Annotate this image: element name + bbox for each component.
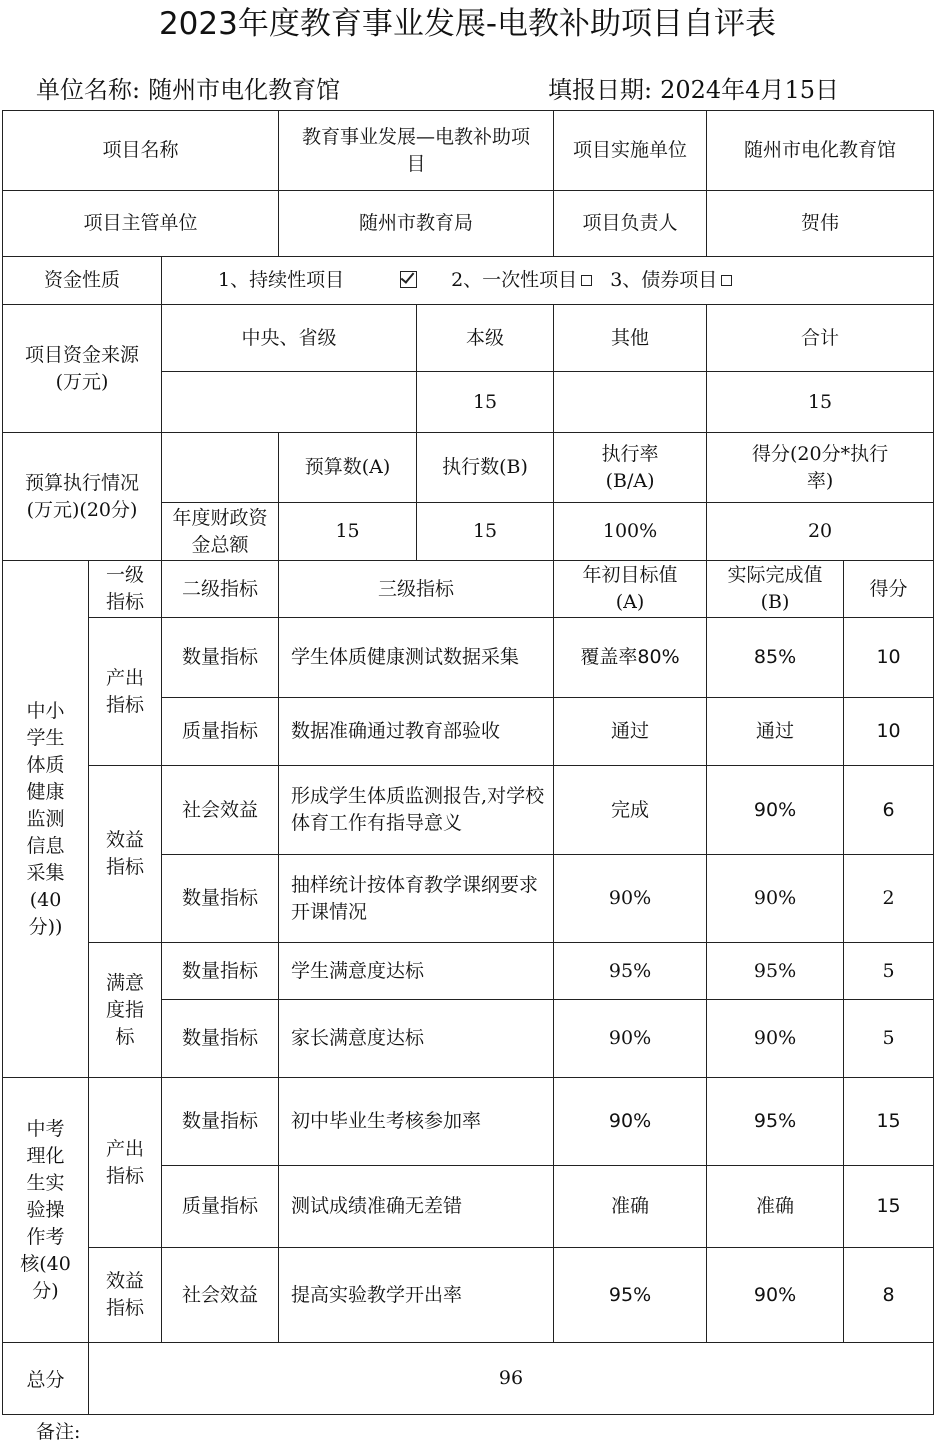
- fund-source-label: 项目资金来源(万元): [3, 305, 162, 433]
- score-cell: 15: [844, 1166, 934, 1248]
- table-row: [3, 943, 934, 1000]
- table-row: [3, 618, 934, 698]
- level3-cell: 数据准确通过教育部验收: [279, 698, 554, 766]
- target-cell: 95%: [554, 1248, 707, 1343]
- level3-cell: 提高实验教学开出率: [279, 1248, 554, 1343]
- fund-nature-options: [162, 257, 934, 305]
- target-cell: 覆盖率80%: [554, 618, 707, 698]
- category-satisfaction: 满意度指标: [89, 943, 162, 1078]
- exec-amount-header: 执行数(B): [417, 433, 554, 503]
- level2-cell: 数量指标: [162, 1078, 279, 1166]
- actual-cell: 90%: [707, 1000, 844, 1078]
- total-value: 96: [89, 1342, 934, 1415]
- project-name-label: 项目名称: [3, 111, 279, 191]
- indicator-header-row: [3, 561, 934, 618]
- table-row: [3, 766, 934, 855]
- indicator-group-2: 中考理化生实验操作考核(40分): [3, 1078, 89, 1343]
- category-benefit: 效益指标: [89, 766, 162, 943]
- level2-cell: 社会效益: [162, 1248, 279, 1343]
- level3-cell: 初中毕业生考核参加率: [279, 1078, 554, 1166]
- exec-rate-value: 100%: [554, 503, 707, 561]
- unit-value: 随州市电化教育馆: [148, 76, 341, 104]
- fund-source-other-value: [554, 372, 707, 433]
- unit-line: [36, 72, 340, 108]
- indicator-group-1: 中小学生体质健康监测信息采集(40分)): [3, 561, 89, 1078]
- impl-unit-label: 项目实施单位: [554, 111, 707, 191]
- category-benefit: 效益指标: [89, 1248, 162, 1343]
- level3-cell: 学生满意度达标: [279, 943, 554, 1000]
- fund-source-local-value: 15: [417, 372, 554, 433]
- budget-amount-value: 15: [279, 503, 417, 561]
- checked-box-icon[interactable]: [400, 271, 417, 288]
- budget-row-label: 年度财政资金总额: [162, 503, 279, 561]
- exec-rate-header: 执行率(B/A): [554, 433, 707, 503]
- budget-amount-header: 预算数(A): [279, 433, 417, 503]
- fund-source-central-value: [162, 372, 417, 433]
- level3-cell: 学生体质健康测试数据采集: [279, 618, 554, 698]
- score-header: 得分: [844, 561, 934, 618]
- budget-score-value: 20: [707, 503, 934, 561]
- score-cell: 6: [844, 766, 934, 855]
- table-row: [3, 1248, 934, 1343]
- score-cell: 10: [844, 698, 934, 766]
- manager-unit-value: 随州市教育局: [279, 191, 554, 257]
- level2-cell: 数量指标: [162, 943, 279, 1000]
- checkbox-icon[interactable]: [721, 275, 732, 286]
- fund-source-total-header: 合计: [707, 305, 934, 372]
- level3-cell: 测试成绩准确无差错: [279, 1166, 554, 1248]
- budget-header-row: [3, 433, 934, 503]
- level1-header: 一级指标: [89, 561, 162, 618]
- score-cell: 10: [844, 618, 934, 698]
- date-label: 填报日期:: [548, 76, 653, 104]
- fund-nature-label: 资金性质: [3, 257, 162, 305]
- fund-source-other-header: 其他: [554, 305, 707, 372]
- fund-source-central-header: 中央、省级: [162, 305, 417, 372]
- level2-cell: 数量指标: [162, 855, 279, 943]
- score-cell: 8: [844, 1248, 934, 1343]
- level2-cell: 数量指标: [162, 1000, 279, 1078]
- target-cell: 完成: [554, 766, 707, 855]
- category-output: 产出指标: [89, 1078, 162, 1248]
- level3-cell: 家长满意度达标: [279, 1000, 554, 1078]
- budget-label: 预算执行情况(万元)(20分): [3, 433, 162, 561]
- score-cell: 2: [844, 855, 934, 943]
- fund-option-2: 2、一次性项目: [451, 269, 578, 291]
- level3-cell: 抽样统计按体育教学课纲要求开课情况: [279, 855, 554, 943]
- score-cell: 15: [844, 1078, 934, 1166]
- actual-cell: 90%: [707, 855, 844, 943]
- target-cell: 95%: [554, 943, 707, 1000]
- level2-header: 二级指标: [162, 561, 279, 618]
- evaluation-table: [2, 110, 934, 1343]
- actual-header: 实际完成值(B): [707, 561, 844, 618]
- actual-cell: 85%: [707, 618, 844, 698]
- target-cell: 通过: [554, 698, 707, 766]
- project-name-value: 教育事业发展—电教补助项目: [279, 111, 554, 191]
- impl-unit-value: 随州市电化教育馆: [707, 111, 934, 191]
- fund-source-total-value: 15: [707, 372, 934, 433]
- fund-option-1: 1、持续性项目: [218, 269, 345, 291]
- fund-source-local-header: 本级: [417, 305, 554, 372]
- total-table: [2, 1342, 934, 1415]
- actual-cell: 95%: [707, 943, 844, 1000]
- fund-option-3: 3、债券项目: [610, 269, 718, 291]
- project-lead-value: 贺伟: [707, 191, 934, 257]
- target-cell: 90%: [554, 1078, 707, 1166]
- level2-cell: 社会效益: [162, 766, 279, 855]
- project-name-row: [3, 111, 934, 191]
- date-line: [548, 72, 839, 108]
- date-value: 2024年4月15日: [660, 76, 839, 104]
- unit-label: 单位名称:: [36, 76, 141, 104]
- table-row: [3, 1078, 934, 1166]
- fund-source-header-row: [3, 305, 934, 372]
- actual-cell: 准确: [707, 1166, 844, 1248]
- project-manager-row: [3, 191, 934, 257]
- level3-header: 三级指标: [279, 561, 554, 618]
- total-label: 总分: [3, 1342, 89, 1415]
- page-title: 2023年度教育事业发展-电教补助项目自评表: [158, 6, 777, 42]
- category-output: 产出指标: [89, 618, 162, 766]
- actual-cell: 通过: [707, 698, 844, 766]
- actual-cell: 90%: [707, 1248, 844, 1343]
- actual-cell: 90%: [707, 766, 844, 855]
- actual-cell: 95%: [707, 1078, 844, 1166]
- level2-cell: 质量指标: [162, 1166, 279, 1248]
- target-cell: 准确: [554, 1166, 707, 1248]
- target-header: 年初目标值(A): [554, 561, 707, 618]
- budget-blank-header: [162, 433, 279, 503]
- target-cell: 90%: [554, 1000, 707, 1078]
- score-cell: 5: [844, 1000, 934, 1078]
- manager-unit-label: 项目主管单位: [3, 191, 279, 257]
- remarks-label: 备注:: [36, 1421, 81, 1443]
- level2-cell: 数量指标: [162, 618, 279, 698]
- level2-cell: 质量指标: [162, 698, 279, 766]
- fund-nature-row: [3, 257, 934, 305]
- total-row: [2, 1342, 933, 1415]
- project-lead-label: 项目负责人: [554, 191, 707, 257]
- exec-amount-value: 15: [417, 503, 554, 561]
- score-cell: 5: [844, 943, 934, 1000]
- target-cell: 90%: [554, 855, 707, 943]
- checkbox-icon[interactable]: [581, 275, 592, 286]
- budget-score-header: 得分(20分*执行率): [707, 433, 934, 503]
- level3-cell: 形成学生体质监测报告,对学校体育工作有指导意义: [279, 766, 554, 855]
